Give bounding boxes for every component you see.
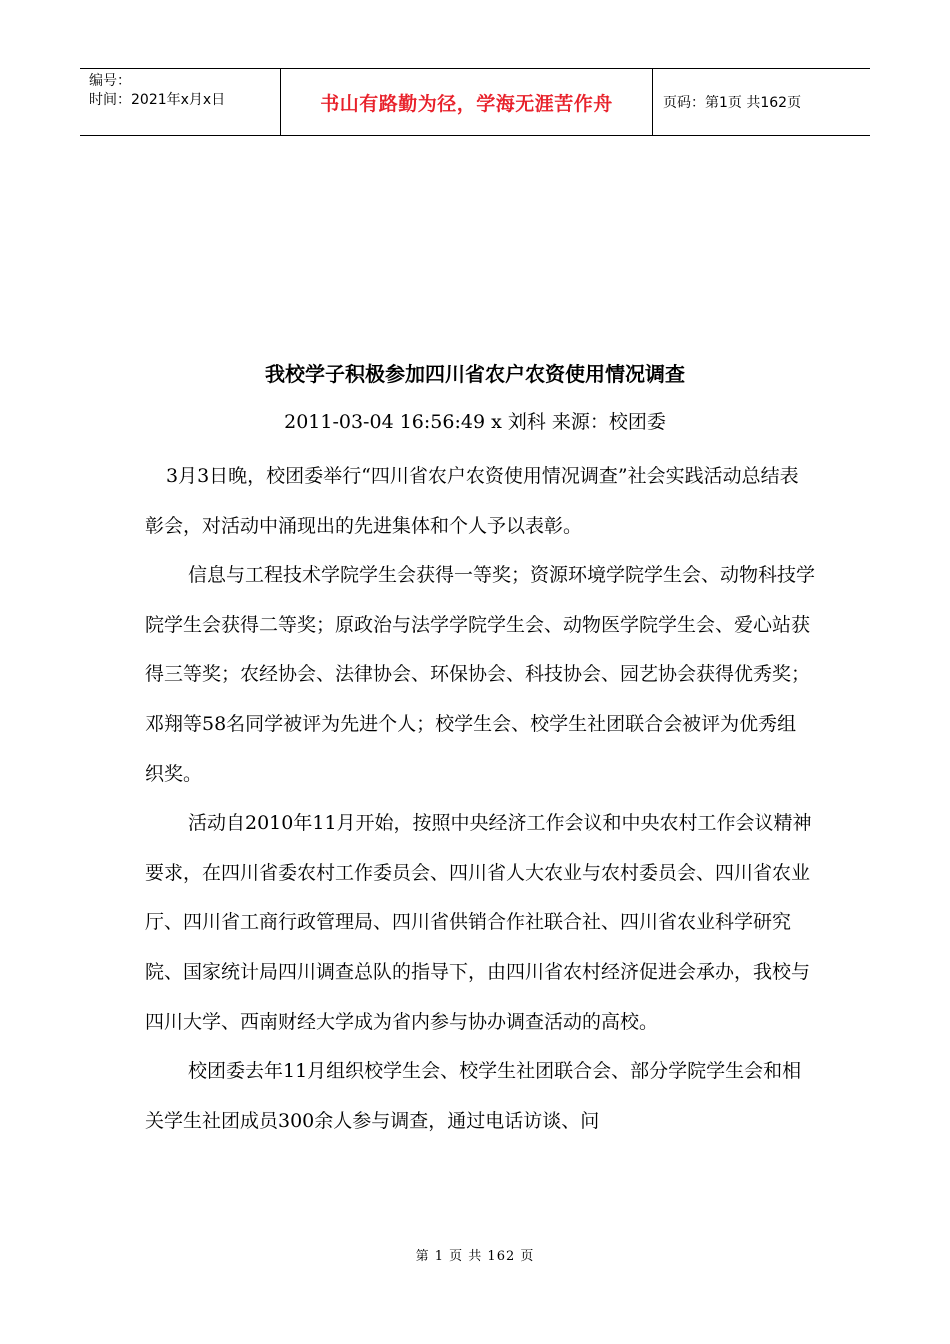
document-time-label: 时间：2021年x月x日 — [89, 92, 226, 108]
paragraph-1: 3月3日晚，校团委举行“四川省农户农资使用情况调查”社会实践活动总结表彰会，对活动中涌现出的先进集体和个人予以表彰。 — [145, 465, 799, 537]
paragraph-2: 信息与工程技术学院学生会获得一等奖；资源环境学院学生会、动物科技学院学生会获得二等奖；原政治与法学学院学生会、动物医学院学生会、爱心站获得三等奖；农经协会、法律协会、环保协会、科技协会、园艺协会获得优秀奖；邓翔等58名同学被评为先进个人；校学生会、校学生社团联合会被评为优秀组织奖。 — [145, 564, 816, 785]
document-number-label: 编号： — [89, 73, 131, 89]
article-body — [145, 452, 815, 1146]
page-footer: 第 1 页 共 162 页 — [415, 1249, 535, 1264]
article-title: 我校学子积极参加四川省农户农资使用情况调查 — [265, 362, 685, 386]
header-motto: 书山有路勤为径，学海无涯苦作舟 — [281, 69, 653, 135]
article-meta: 2011-03-04 16:56:49 x 刘科 来源：校团委 — [284, 411, 666, 433]
paragraph-4: 校团委去年11月组织校学生会、校学生社团联合会、部分学院学生会和相关学生社团成员300余人参与调查，通过电话访谈、问 — [145, 1060, 802, 1132]
paragraph-3: 活动自2010年11月开始，按照中央经济工作会议和中央农村工作会议精神要求，在四川省委农村工作委员会、四川省人大农业与农村委员会、四川省农业厅、四川省工商行政管理局、四川省供销合作社联合社、四川省农业科学研究院、国家统计局四川调查总队的指导下，由四川省农村经济促进会承办，我校与四川大学、西南财经大学成为省内参与协办调查活动的高校。 — [145, 812, 812, 1033]
header-info-cell — [80, 69, 281, 135]
header-page-info: 页码：第1页 共162页 — [663, 95, 802, 111]
header-table — [80, 68, 870, 136]
